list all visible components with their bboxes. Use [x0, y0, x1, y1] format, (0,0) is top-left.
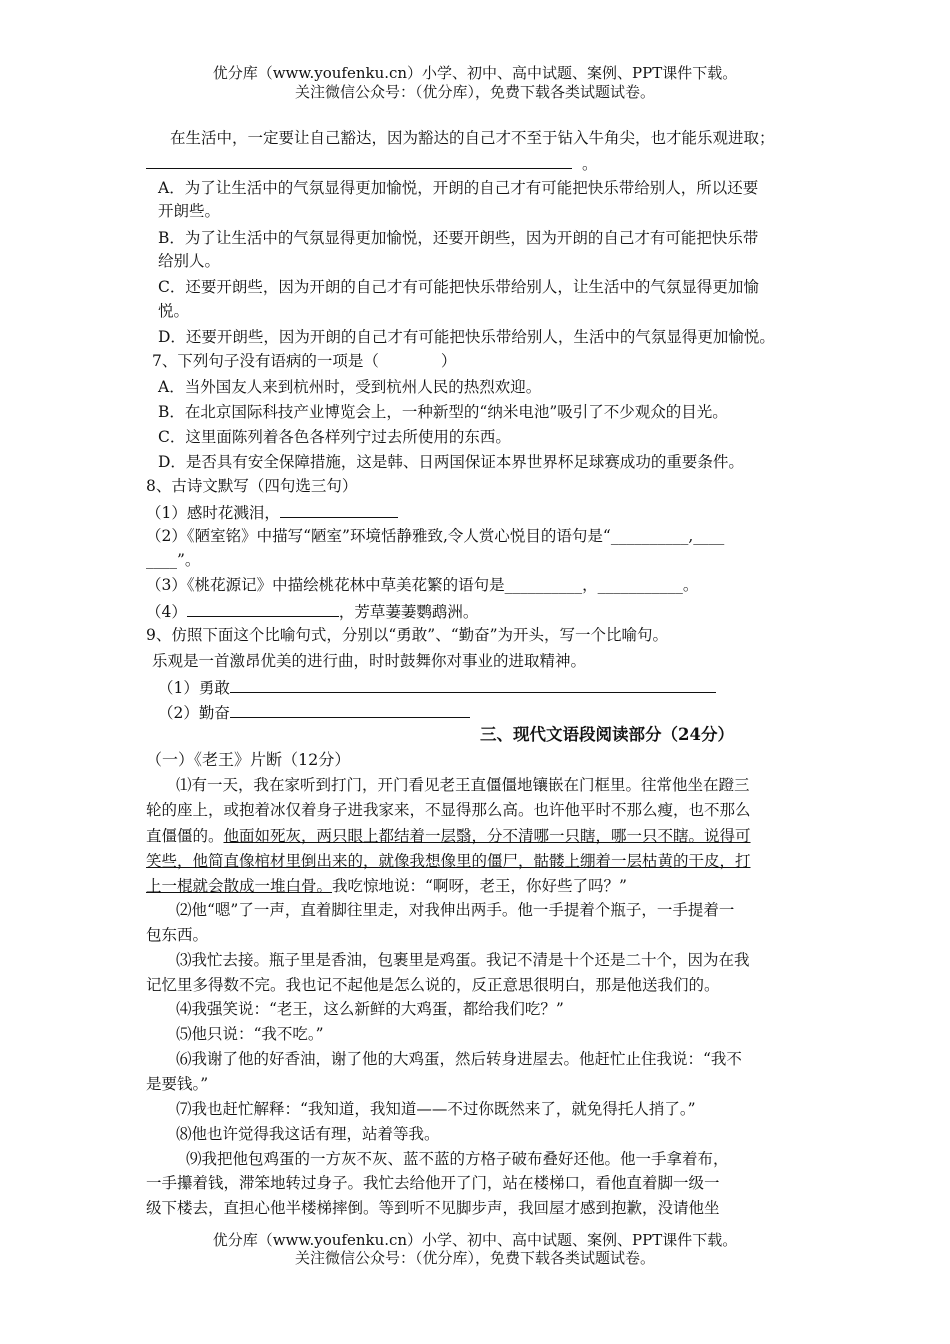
- page-footer-line2: 关注微信公众号：（优分库），免费下载各类试题试卷。: [294, 1249, 655, 1267]
- passage-p2-line2: 包东西。: [146, 926, 209, 944]
- q8-item-4-blank[interactable]: [187, 600, 339, 617]
- q9-stem: 9、仿照下面这个比喻句式，分别以“勇敢”、“勤奋”为开头，写一个比喻句。: [146, 626, 669, 644]
- passage-p8: ⑻他也许觉得我这话有理，站着等我。: [176, 1125, 440, 1143]
- passage-p3-line2: 记忆里多得数不完。我也记不起他是怎么说的，反正意思很明白，那是他送我们的。: [146, 976, 720, 994]
- q9-item-1-label: （1）勇敢: [158, 679, 230, 697]
- q8-item-3: （3）《桃花源记》中描绘桃花林中草美花繁的语句是__________，___________。: [146, 576, 699, 594]
- q8-item-4-suffix: ，芳草萋萋鹦鹉洲。: [338, 603, 479, 621]
- q6-option-b-cont: 给别人。: [158, 252, 221, 270]
- q8-item-1: [146, 501, 398, 523]
- passage-p1-line5: [146, 876, 627, 896]
- page-footer-line1: 优分库（www.youfenku.cn）小学、初中、高中试题、案例、PPT课件下载。: [212, 1231, 738, 1249]
- passage-underlined-text: 他面如死灰，两只眼上都结着一层翳，分不清哪一只瞎，哪一只不瞎。说得可: [223, 827, 751, 845]
- passage-p1-line3: [146, 826, 751, 846]
- passage-p2-line1: ⑵他“嗯”了一声，直着脚往里走，对我伸出两手。他一手提着个瓶子，一手提着一: [176, 901, 735, 919]
- q6-option-c: C．还要开朗些，因为开朗的自己才有可能把快乐带给别人，让生活中的气氛显得更加愉: [158, 278, 759, 296]
- passage-p9-line2: 一手攥着钱，滞笨地转过身子。我忙去给他开了门，站在楼梯口，看他直着脚一级一: [146, 1174, 720, 1192]
- q6-option-b: B．为了让生活中的气氛显得更加愉悦，还要开朗些，因为开朗的自己才有可能把快乐带: [158, 229, 759, 247]
- q6-option-a-cont: 开朗些。: [158, 202, 221, 220]
- page-header-line2: 关注微信公众号：（优分库），免费下载各类试题试卷。: [294, 83, 655, 101]
- q9-item-2-label: （2）勤奋: [158, 704, 230, 722]
- q8-item-1-blank[interactable]: [280, 501, 398, 518]
- q9-example: 乐观是一首激昂优美的进行曲，时时鼓舞你对事业的进取精神。: [152, 652, 587, 670]
- q8-item-4: [146, 600, 478, 622]
- section3-title: 三、现代文语段阅读部分（24分）: [480, 725, 734, 744]
- passage-p6-line1: ⑹我谢了他的好香油，谢了他的大鸡蛋，然后转身进屋去。他赶忙止住我说：“我不: [176, 1050, 742, 1068]
- passage-p1-line2: 轮的座上，或抱着冰仅着身子进我家来，不显得那么高。也许他平时不那么瘦，也不那么: [146, 801, 751, 819]
- q7-stem: 7、下列句子没有语病的一项是（ ）: [152, 352, 457, 370]
- q6-blank[interactable]: [146, 152, 572, 169]
- q7-option-b: B．在北京国际科技产业博览会上，一种新型的“纳米电池”吸引了不少观众的目光。: [158, 403, 728, 421]
- q6-option-d: D．还要开朗些，因为开朗的自己才有可能把快乐带给别人，生活中的气氛显得更加愉悦。: [158, 328, 775, 346]
- q8-item-2: （2）《陋室铭》中描写“陋室”环境恬静雅致,令人赏心悦目的语句是“__________,____: [146, 527, 725, 545]
- q7-option-d: D．是否具有安全保障措施，这是韩、日两国保证本界世界杯足球赛成功的重要条件。: [158, 453, 744, 471]
- q6-answer-line: [146, 152, 598, 174]
- passage-p7: ⑺我也赶忙解释：“我知道，我知道——不过你既然来了，就免得托人捎了。”: [176, 1100, 696, 1118]
- q7-option-a: A．当外国友人来到杭州时，受到杭州人民的热烈欢迎。: [158, 378, 542, 396]
- q8-item-1-text: （1）感时花溅泪，: [146, 504, 280, 522]
- passage-p1-line3-plain: 直僵僵的。: [146, 827, 224, 845]
- passage-p6-line2: 是要钱。”: [146, 1075, 209, 1093]
- passage-p9-line1: ⑼我把他包鸡蛋的一方灰不灰、蓝不蓝的方格子破布叠好还他。他一手拿着布，: [186, 1150, 729, 1168]
- passage-underlined-text-cont: 笑些，他简直像棺材里倒出来的，就像我想像里的僵尸，骷髅上绷着一层枯黄的干皮，打: [146, 852, 751, 870]
- q9-item-2: [158, 701, 470, 723]
- passage-p9-line3: 级下楼去，直担心他半楼梯摔倒。等到听不见脚步声，我回屋才感到抱歉，没请他坐: [146, 1199, 720, 1217]
- q6-option-c-cont: 悦。: [158, 302, 190, 320]
- q6-stem-end: 。: [582, 155, 598, 173]
- passage-underlined-text-end: 上一棍就会散成一堆白骨。: [146, 877, 333, 895]
- q8-stem: 8、古诗文默写（四句选三句）: [146, 477, 358, 495]
- q6-option-a: A．为了让生活中的气氛显得更加愉悦，开朗的自己才有可能把快乐带给别人，所以还要: [158, 179, 759, 197]
- section3-subtitle: （一）《老王》片断（12分）: [146, 750, 351, 769]
- q9-item-2-blank[interactable]: [230, 701, 470, 718]
- q7-option-c: C．这里面陈列着各色各样列宁过去所使用的东西。: [158, 428, 511, 446]
- passage-p3-line1: ⑶我忙去接。瓶子里是香油，包裹里是鸡蛋。我记不清是十个还是二十个，因为在我: [176, 951, 750, 969]
- passage-p5: ⑸他只说：“我不吃。”: [176, 1025, 324, 1043]
- q9-item-1-blank[interactable]: [230, 676, 716, 693]
- page-header-line1: 优分库（www.youfenku.cn）小学、初中、高中试题、案例、PPT课件下载。: [212, 64, 738, 82]
- q6-stem: 在生活中，一定要让自己豁达，因为豁达的自己才不至于钻入牛角尖，也才能乐观进取；: [170, 129, 775, 147]
- q8-item-4-prefix: （4）: [146, 603, 187, 621]
- passage-p1-line1: ⑴有一天，我在家听到打门，开门看见老王直僵僵地镶嵌在门框里。往常他坐在蹬三: [176, 776, 750, 794]
- passage-p1-line5-plain: 我吃惊地说：“啊呀，老王，你好些了吗？”: [332, 877, 627, 895]
- passage-p4: ⑷我强笑说：“老王，这么新鲜的大鸡蛋，都给我们吃？”: [176, 1000, 564, 1018]
- q8-item-2-cont: ____”。: [146, 551, 201, 569]
- q9-item-1: [158, 676, 716, 698]
